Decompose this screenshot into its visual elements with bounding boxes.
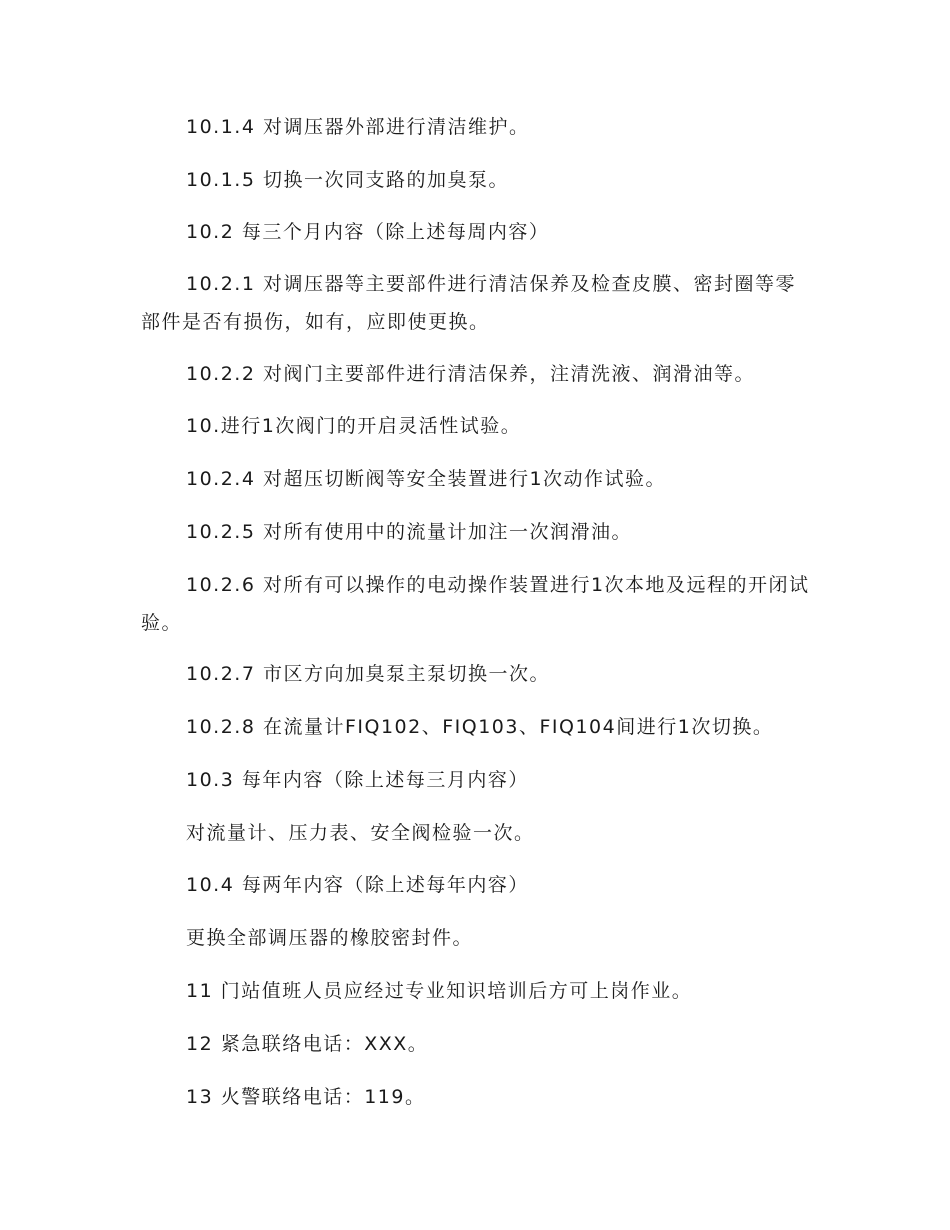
paragraph-11-training: 11 门站值班人员应经过专业知识培训后方可上岗作业。	[186, 980, 693, 1002]
paragraph-10-2-1: 10.2.1 对调压器等主要部件进行清洁保养及检查皮膜、密封圈等零部件是否有损伤，如有，应即使更换。	[141, 273, 796, 333]
paragraph-10-4-heading: 10.4 每两年内容（除上述每年内容）	[186, 874, 529, 896]
paragraph-10-2-8: 10.2.8 在流量计FIQ102、FIQ103、FIQ104间进行1次切换。	[186, 716, 774, 738]
paragraph-10-1-4: 10.1.4 对调压器外部进行清洁维护。	[186, 116, 530, 138]
paragraph-10-3-heading: 10.3 每年内容（除上述每三月内容）	[186, 769, 529, 791]
paragraph-10-1-5: 10.1.5 切换一次同支路的加臭泵。	[186, 169, 509, 191]
paragraph-10-valve-test: 10.进行1次阀门的开启灵活性试验。	[186, 415, 522, 437]
paragraph-13-fire-phone: 13 火警联络电话：119。	[186, 1086, 426, 1108]
paragraph-12-emergency-phone: 12 紧急联络电话：XXX。	[186, 1033, 429, 1055]
paragraph-10-2-5: 10.2.5 对所有使用中的流量计加注一次润滑油。	[186, 521, 632, 543]
paragraph-seal-replacement: 更换全部调压器的橡胶密封件。	[186, 927, 474, 949]
paragraph-10-2-heading: 10.2 每三个月内容（除上述每周内容）	[186, 221, 550, 243]
paragraph-10-2-7: 10.2.7 市区方向加臭泵主泵切换一次。	[186, 663, 550, 685]
paragraph-10-2-2: 10.2.2 对阀门主要部件进行清洁保养，注清洗液、润滑油等。	[186, 363, 755, 385]
paragraph-10-2-6: 10.2.6 对所有可以操作的电动操作装置进行1次本地及远程的开闭试验。	[141, 574, 810, 634]
paragraph-10-2-4: 10.2.4 对超压切断阀等安全装置进行1次动作试验。	[186, 468, 667, 490]
paragraph-annual-inspection: 对流量计、压力表、安全阀检验一次。	[186, 822, 535, 844]
